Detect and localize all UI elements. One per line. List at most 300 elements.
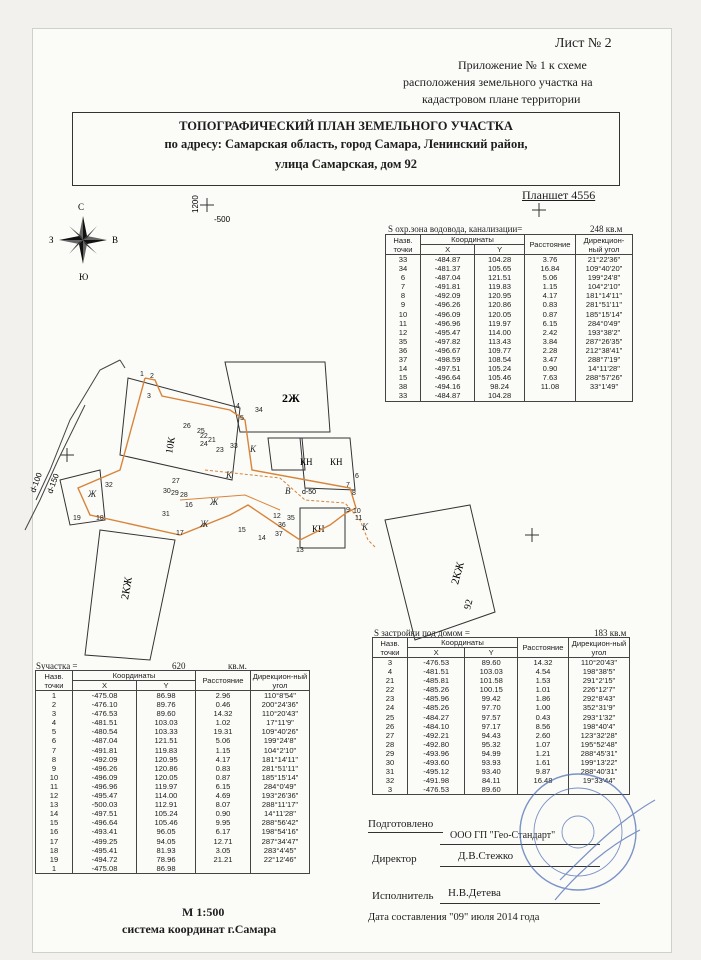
svg-text:30: 30 (163, 488, 171, 495)
table-cell: 0.90 (196, 809, 251, 818)
table-cell: -484.10 (408, 722, 465, 731)
table-row (373, 685, 630, 694)
table-cell: -495.47 (421, 328, 475, 337)
table-row (36, 691, 310, 701)
table-row (373, 676, 630, 685)
svg-text:3: 3 (147, 393, 151, 400)
table-cell: -481.51 (408, 667, 465, 676)
table-cell: -480.54 (73, 727, 137, 736)
table-cell: -493.96 (408, 749, 465, 758)
table-cell: 185°15'14" (251, 773, 310, 782)
table-cell: 3.05 (196, 846, 251, 855)
table-cell: 195°52'48" (569, 740, 630, 749)
svg-text:26: 26 (183, 423, 191, 430)
table-cell: 19°33'44" (569, 776, 630, 785)
director-name: Д.В.Стежко (458, 850, 514, 862)
table-cell: 199°24'8" (576, 273, 633, 282)
table-cell: -496.09 (73, 773, 137, 782)
table-cell: 0.43 (518, 713, 569, 722)
director-label: Директор (372, 853, 417, 865)
table-cell: 22 (373, 685, 408, 694)
table-row (373, 703, 630, 712)
table-cell: -496.64 (73, 818, 137, 827)
col-x: X (408, 648, 465, 658)
pipe-label-150: d-150 (45, 472, 61, 495)
building-label-2zh: 2Ж (282, 391, 300, 405)
table-cell: 7.63 (525, 373, 576, 382)
table-row (386, 355, 633, 364)
build-caption: S застройки под домом = (374, 628, 470, 638)
table-row (36, 709, 310, 718)
table-cell: 1.53 (518, 676, 569, 685)
table-cell: 14 (386, 364, 421, 373)
executor-name: Н.В.Детева (448, 887, 501, 899)
building-label-2kzh-2: 2КЖ (449, 560, 467, 586)
svg-text:22: 22 (200, 433, 208, 440)
build-area: 183 кв.м (594, 628, 627, 638)
table-cell: 119.83 (137, 746, 196, 755)
svg-text:25: 25 (197, 428, 205, 435)
table-cell: 27 (373, 731, 408, 740)
svg-text:2: 2 (150, 373, 154, 380)
table-cell: 89.60 (465, 785, 518, 795)
svg-text:6: 6 (355, 473, 359, 480)
table-row (36, 818, 310, 827)
table-cell: 119.97 (137, 782, 196, 791)
building-label-10k: 10К (164, 436, 178, 455)
table-cell: 15 (386, 373, 421, 382)
table-cell: 28 (373, 740, 408, 749)
table-cell: -484.87 (421, 255, 475, 265)
svg-text:29: 29 (171, 490, 179, 497)
table-cell: 281°51'11" (251, 764, 310, 773)
table-cell: 0.87 (196, 773, 251, 782)
table-cell: -491.98 (408, 776, 465, 785)
table-cell: 19.31 (196, 727, 251, 736)
table-cell: 1.15 (196, 746, 251, 755)
col-y: Y (137, 681, 196, 691)
table-cell: -485.96 (408, 694, 465, 703)
table-cell: 99.42 (465, 694, 518, 703)
svg-text:16: 16 (185, 502, 193, 509)
table-cell: -481.37 (421, 264, 475, 273)
svg-text:К: К (362, 522, 368, 532)
table-cell: 8.07 (196, 800, 251, 809)
table-row (386, 346, 633, 355)
table-cell: 4 (373, 667, 408, 676)
table-row (36, 727, 310, 736)
table-cell: 89.60 (137, 709, 196, 718)
svg-text:8: 8 (352, 490, 356, 497)
sheet-number: Лист № 2 (555, 36, 612, 51)
table-cell: -484.87 (421, 391, 475, 401)
table-cell: 98.24 (475, 382, 525, 391)
table-row (386, 264, 633, 273)
table-cell: 1.02 (196, 718, 251, 727)
table-cell: 7 (386, 282, 421, 291)
table-cell: 81.93 (137, 846, 196, 855)
building-label-kn-1: КН (300, 457, 313, 467)
col-angle: Дирекцион-ный угол (569, 638, 630, 658)
table-cell: 86.98 (137, 691, 196, 701)
table-cell: -499.25 (73, 837, 137, 846)
table-cell: 104.28 (475, 391, 525, 401)
table-cell: 97.70 (465, 703, 518, 712)
table-cell: -492.09 (421, 291, 475, 300)
table-row (373, 740, 630, 749)
svg-text:Ж: Ж (88, 489, 97, 499)
table-cell: 4.54 (518, 667, 569, 676)
svg-text:32: 32 (105, 482, 113, 489)
svg-text:10: 10 (353, 508, 361, 515)
table-cell: 292°8'43" (569, 694, 630, 703)
table-cell: 4.69 (196, 791, 251, 800)
svg-text:11: 11 (355, 515, 363, 522)
table-cell: 14 (36, 809, 73, 818)
table-cell (251, 864, 310, 874)
table-cell: 112.91 (137, 800, 196, 809)
table-cell: 5.06 (196, 736, 251, 745)
date-line: Дата составления "09" июля 2014 года (368, 912, 540, 923)
table-cell: 288°45'31" (569, 749, 630, 758)
table-cell: 95.32 (465, 740, 518, 749)
table-cell: -495.41 (73, 846, 137, 855)
table-cell: 114.00 (137, 791, 196, 800)
table-cell: 6.15 (196, 782, 251, 791)
table-cell: -496.96 (421, 319, 475, 328)
table-cell: 105.65 (475, 264, 525, 273)
table-cell: 86.98 (137, 864, 196, 874)
table-cell: -475.08 (73, 864, 137, 874)
table-cell: 120.05 (475, 310, 525, 319)
table-cell: 23 (373, 694, 408, 703)
table-cell: 287°26'35" (576, 337, 633, 346)
compass-rose-icon (59, 216, 107, 264)
table-cell: 17 (36, 837, 73, 846)
table-cell: 4 (36, 718, 73, 727)
table-cell: -492.09 (73, 755, 137, 764)
table-cell: 100.15 (465, 685, 518, 694)
table-cell: 33°1'49" (576, 382, 633, 391)
title-street: улица Самарская, дом 92 (275, 157, 417, 171)
table-cell: -495.47 (73, 791, 137, 800)
table-cell: 5 (36, 727, 73, 736)
table-cell: -484.27 (408, 713, 465, 722)
table-cell: 120.05 (137, 773, 196, 782)
table-row (36, 800, 310, 809)
table-cell: 0.90 (525, 364, 576, 373)
table-cell: 120.95 (137, 755, 196, 764)
table-cell: 32 (373, 776, 408, 785)
table-cell: -491.81 (421, 282, 475, 291)
table-cell: 37 (386, 355, 421, 364)
svg-text:31: 31 (162, 511, 170, 518)
table-cell: 8 (36, 755, 73, 764)
table-row (373, 667, 630, 676)
table-cell (576, 391, 633, 401)
table-cell: 1.07 (518, 740, 569, 749)
table-cell: 3.76 (525, 255, 576, 265)
table-cell: 110°20'43" (569, 658, 630, 668)
plot-caption: Sучастка = (36, 661, 78, 671)
table-cell: 97.57 (465, 713, 518, 722)
table-row (36, 791, 310, 800)
table-cell: -476.53 (408, 658, 465, 668)
table-cell: 78.96 (137, 855, 196, 864)
col-y: Y (475, 245, 525, 255)
table-cell: -497.51 (421, 364, 475, 373)
table-cell: 181°14'11" (576, 291, 633, 300)
table-cell: 14.32 (196, 709, 251, 718)
table-cell: 5.06 (525, 273, 576, 282)
table-cell: 198°54'16" (251, 827, 310, 836)
table-cell: 198°40'4" (569, 722, 630, 731)
table-cell: 291°2'15" (569, 676, 630, 685)
table-cell: -476.53 (73, 709, 137, 718)
table-cell: 38 (386, 382, 421, 391)
table-cell: 35 (386, 337, 421, 346)
table-row (36, 837, 310, 846)
table-cell: 284°0'49" (576, 319, 633, 328)
table-cell: 281°51'11" (576, 300, 633, 309)
col-num: Назв. точки (373, 638, 408, 658)
table-row (36, 700, 310, 709)
table-row (36, 782, 310, 791)
table-row (36, 773, 310, 782)
svg-text:28: 28 (180, 492, 188, 499)
svg-text:13: 13 (296, 547, 304, 554)
table-cell: 193°26'36" (251, 791, 310, 800)
table-cell: 0.87 (525, 310, 576, 319)
table-cell: 33 (386, 391, 421, 401)
table-cell: -485.26 (408, 703, 465, 712)
table-cell: 283°4'45" (251, 846, 310, 855)
svg-text:36: 36 (278, 522, 286, 529)
table-cell: 2.42 (525, 328, 576, 337)
table-cell: 288°56'42" (251, 818, 310, 827)
table-cell: 101.58 (465, 676, 518, 685)
table-cell: 0.83 (525, 300, 576, 309)
building-label-2kzh-1: 2КЖ (119, 576, 135, 601)
table-cell (525, 391, 576, 401)
table-cell: -496.67 (421, 346, 475, 355)
table-cell: 200°24'36" (251, 700, 310, 709)
table-row (36, 855, 310, 864)
col-x: X (73, 681, 137, 691)
col-angle: Дирекцион-ный угол (251, 671, 310, 691)
building-10k (120, 378, 240, 480)
table-cell: -487.04 (73, 736, 137, 745)
prepared-label: Подготовлено (368, 818, 434, 830)
table-cell: 11.08 (525, 382, 576, 391)
table-cell: 11 (386, 319, 421, 328)
table-cell: 1.86 (518, 694, 569, 703)
table-cell: 114.00 (475, 328, 525, 337)
table-row (36, 718, 310, 727)
table-cell: 105.46 (475, 373, 525, 382)
table-cell: 33 (386, 255, 421, 265)
table-row (386, 373, 633, 382)
table-cell: 0.83 (196, 764, 251, 773)
table-row (36, 809, 310, 818)
table-row (386, 364, 633, 373)
table-row (373, 731, 630, 740)
svg-text:К: К (250, 444, 256, 454)
table-row (36, 755, 310, 764)
table-cell: 3 (373, 658, 408, 668)
grid-label-500: -500 (214, 215, 231, 224)
table-cell: 2 (36, 700, 73, 709)
svg-text:35: 35 (287, 515, 295, 522)
table-cell: 34 (386, 264, 421, 273)
table-cell: 15 (36, 818, 73, 827)
table-cell: 1.21 (518, 749, 569, 758)
table-cell: -496.26 (73, 764, 137, 773)
table-cell: 14°11'28" (251, 809, 310, 818)
org-name: ООО ГП "Гео-Стандарт" (450, 830, 556, 841)
table-cell: 8 (386, 291, 421, 300)
col-coords: Координаты (421, 235, 525, 245)
svg-text:27: 27 (172, 478, 180, 485)
table-cell: 212°38'41" (576, 346, 633, 355)
table-cell: 121.51 (475, 273, 525, 282)
col-coords: Координаты (73, 671, 196, 681)
title-main: ТОПОГРАФИЧЕСКИЙ ПЛАН ЗЕМЕЛЬНОГО УЧАСТКА (179, 119, 513, 133)
table-cell: 94.05 (137, 837, 196, 846)
table-cell: 119.97 (475, 319, 525, 328)
table-cell: 6.15 (525, 319, 576, 328)
svg-text:К: К (226, 470, 232, 480)
table-cell: 288°57'26" (576, 373, 633, 382)
table-cell: 11 (36, 782, 73, 791)
table-cell: 89.76 (137, 700, 196, 709)
table-row (36, 827, 310, 836)
zone-coordinates-table (385, 234, 633, 402)
table-cell: 1.00 (518, 703, 569, 712)
table-cell: 29 (373, 749, 408, 758)
table-cell: 9 (36, 764, 73, 773)
table-cell: 110°8'54" (251, 691, 310, 701)
table-cell: -500.03 (73, 800, 137, 809)
compass-south: Ю (79, 272, 89, 282)
table-cell: 120.95 (475, 291, 525, 300)
table-row (36, 746, 310, 755)
table-cell: 16.48 (518, 776, 569, 785)
svg-text:24: 24 (200, 441, 208, 448)
table-cell: 18 (36, 846, 73, 855)
table-cell: 7 (36, 746, 73, 755)
table-cell: -496.09 (421, 310, 475, 319)
compass-north: С (78, 202, 85, 212)
table-cell: 226°12'7" (569, 685, 630, 694)
svg-text:7: 7 (346, 482, 350, 489)
table-cell: 21.21 (196, 855, 251, 864)
building-label-92: 92 (462, 598, 476, 611)
table-cell: 109°40'20" (576, 264, 633, 273)
svg-text:14: 14 (258, 535, 266, 542)
svg-text:17: 17 (176, 530, 184, 537)
table-cell: 21 (373, 676, 408, 685)
table-cell: 4.17 (196, 755, 251, 764)
table-cell: 16.84 (525, 264, 576, 273)
table-cell: 181°14'11" (251, 755, 310, 764)
table-row (386, 291, 633, 300)
table-cell: 287°34'47" (251, 837, 310, 846)
table-cell: 17°11'9" (251, 718, 310, 727)
table-cell: 25 (373, 713, 408, 722)
table-cell: 30 (373, 758, 408, 767)
table-row (373, 767, 630, 776)
table-cell: 36 (386, 346, 421, 355)
col-num: Назв. точки (386, 235, 421, 255)
table-cell: 104°2'10" (251, 746, 310, 755)
table-cell: 284°0'49" (251, 782, 310, 791)
table-cell: 3.84 (525, 337, 576, 346)
plot-area-unit: кв.м. (228, 661, 247, 671)
table-cell: 120.86 (137, 764, 196, 773)
table-cell: -491.81 (73, 746, 137, 755)
table-row (36, 846, 310, 855)
table-cell: 1 (36, 864, 73, 874)
table-cell: -497.82 (421, 337, 475, 346)
table-cell: 293°1'32" (569, 713, 630, 722)
table-cell: 9.95 (196, 818, 251, 827)
table-row (373, 749, 630, 758)
table-cell: 288°40'31" (569, 767, 630, 776)
table-row (373, 758, 630, 767)
table-cell: 4.17 (525, 291, 576, 300)
table-cell: 104°2'10" (576, 282, 633, 291)
table-cell: -493.60 (408, 758, 465, 767)
table-cell: 13 (36, 800, 73, 809)
table-cell: 123°32'28" (569, 731, 630, 740)
svg-text:12: 12 (273, 513, 281, 520)
table-row (36, 764, 310, 773)
table-cell: 94.99 (465, 749, 518, 758)
compass-west: З (49, 235, 54, 245)
table-row (386, 319, 633, 328)
table-cell: -493.41 (73, 827, 137, 836)
svg-text:33: 33 (230, 443, 238, 450)
table-cell (518, 785, 569, 795)
table-cell: -485.26 (408, 685, 465, 694)
table-cell: 103.33 (137, 727, 196, 736)
table-row (386, 382, 633, 391)
table-cell: 89.60 (465, 658, 518, 668)
table-cell: 84.11 (465, 776, 518, 785)
col-y: Y (465, 648, 518, 658)
table-cell: 97.17 (465, 722, 518, 731)
svg-text:В: В (285, 486, 291, 496)
table-cell: 26 (373, 722, 408, 731)
table-cell: 0.46 (196, 700, 251, 709)
table-row (386, 255, 633, 265)
table-cell: -496.96 (73, 782, 137, 791)
table-cell (569, 785, 630, 795)
grid-label-1200: 1200 (191, 195, 200, 213)
svg-text:21: 21 (208, 437, 216, 444)
col-x: X (421, 245, 475, 255)
table-cell: 105.46 (137, 818, 196, 827)
table-cell: 9.87 (518, 767, 569, 776)
table-cell: 120.86 (475, 300, 525, 309)
plot-area-value: 620 (172, 661, 186, 671)
table-cell: 103.03 (465, 667, 518, 676)
table-cell: -492.80 (408, 740, 465, 749)
table-cell: -485.81 (408, 676, 465, 685)
table-cell: 288°7'19" (576, 355, 633, 364)
executor-label: Исполнитель (372, 890, 434, 902)
